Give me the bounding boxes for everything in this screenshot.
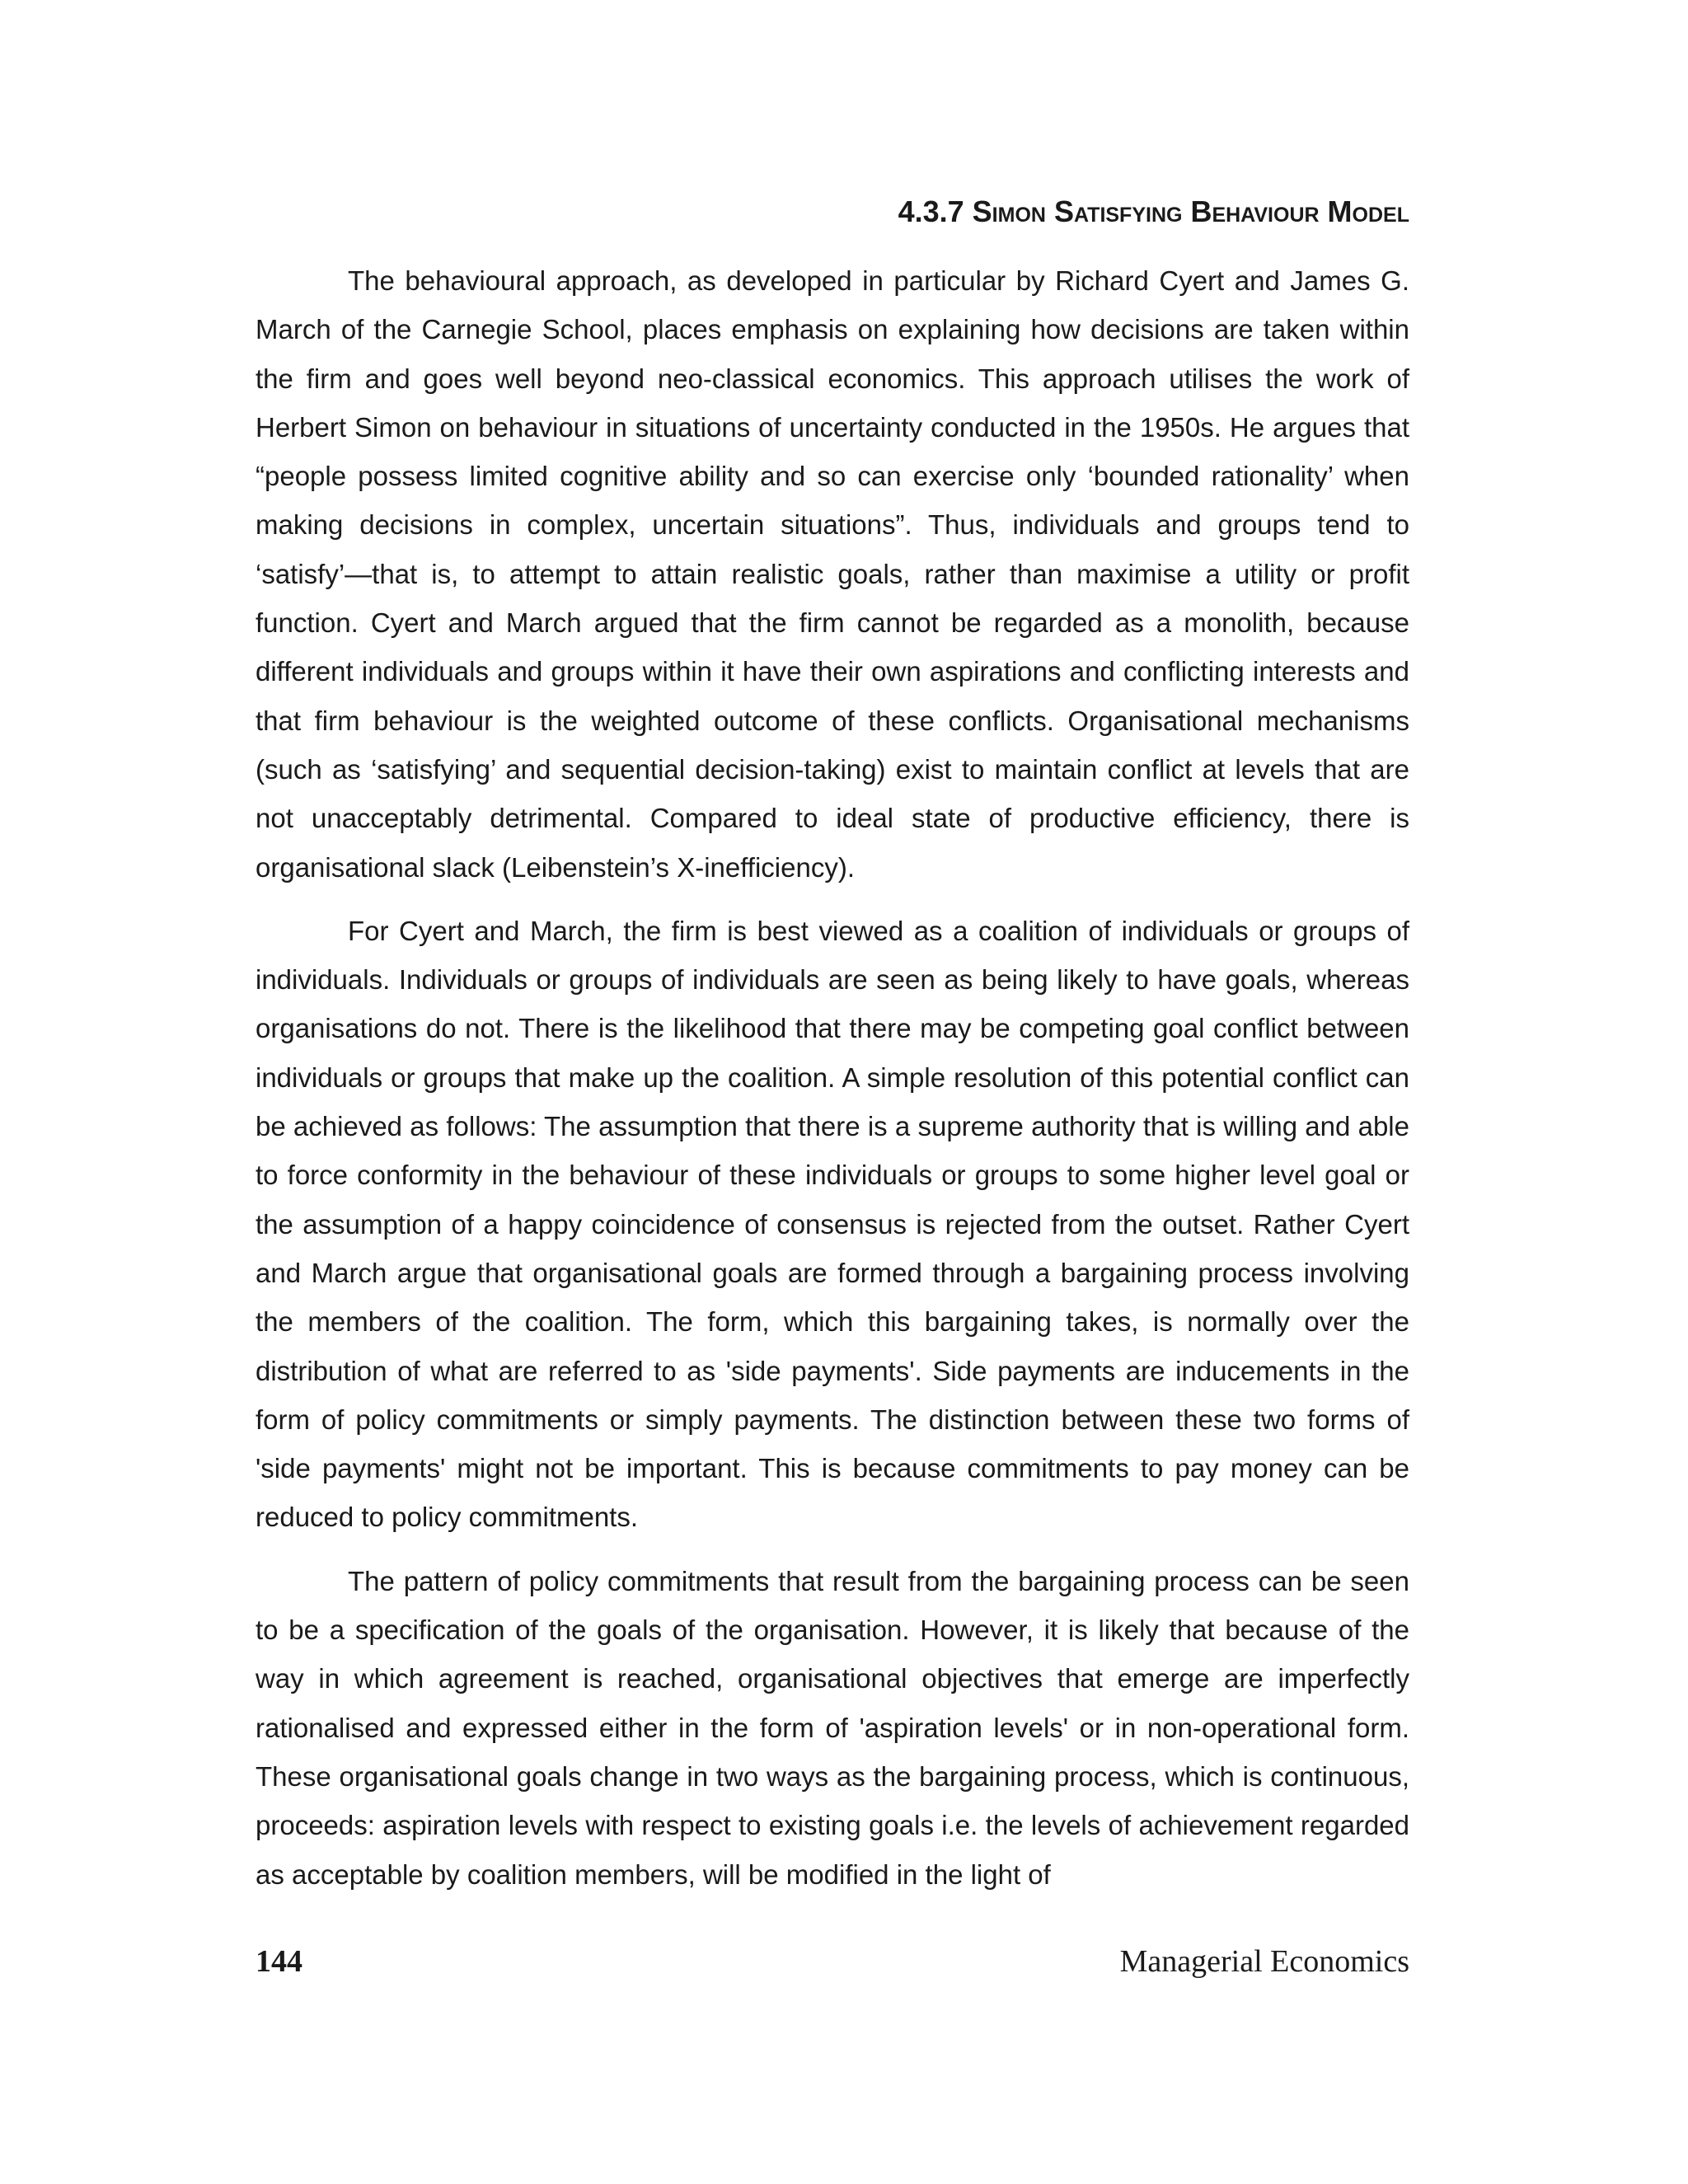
paragraph-1: The behavioural approach, as developed in particular by Richard Cyert and James G. March of the Carnegie School, places emphasis on explaining how decisions are taken within the firm and goes well beyond neo-classical economics. This approach utilises the work of Herbert Simon on behaviour in situations of uncertainty conducted in the 1950s. He argues that “people possess limited cognitive ability and so can exercise only ‘bounded rationality’ when making decisions in complex, uncertain situations”. Thus, individuals and groups tend to ‘satisfy’—that is, to attempt to attain realistic goals, rather than maximise a utility or profit function. Cyert and March argued that the firm cannot be regarded as a monolith, because different individuals and groups within it have their own aspirations and conflicting interests and that firm behaviour is the weighted outcome of these conflicts. Organisational mechanisms (such as ‘satisfying’ and sequential decision-taking) exist to maintain conflict at levels that are not unacceptably detrimental. Compared to ideal state of productive efficiency, there is organisational slack (Leibenstein’s X-inefficiency). bbox=[256, 265, 1409, 883]
body-text bbox=[256, 256, 1409, 1914]
paragraph-3: The pattern of policy commitments that result from the bargaining process can be seen to be a specification of the goals of the organisation. However, it is likely that because of the way in which agreement is reached, organisational objectives that emerge are imperfectly rationalised and expressed either in the form of 'aspiration levels' or in non-operational form. These organisational goals change in two ways as the bargaining process, which is continuous, proceeds: aspiration levels with respect to existing goals i.e. the levels of achievement regarded as acceptable by coalition members, will be modified in the light of bbox=[256, 1565, 1409, 1890]
page-footer bbox=[256, 1941, 1409, 1982]
section-number: 4.3.7 bbox=[898, 194, 964, 228]
page-number: 144 bbox=[256, 1944, 302, 1979]
paragraph-2: For Cyert and March, the firm is best viewed as a coalition of individuals or groups of individuals. Individuals or groups of individuals are seen as being likely to have goals, whereas organisations do not. There is the likelihood that there may be competing goal conflict between individuals or groups that make up the coalition. A simple resolution of this potential conflict can be achieved as follows: The assumption that there is a supreme authority that is willing and able to force conformity in the behaviour of these individuals or groups to some higher level goal or the assumption of a happy coincidence of consensus is rejected from the outset. Rather Cyert and March argue that organisational goals are formed through a bargaining process involving the members of the coalition. The form, which this bargaining takes, is normally over the distribution of what are referred to as 'side payments'. Side payments are inducements in the form of policy commitments or simply payments. The distinction between these two forms of 'side payments' might not be important. This is because commitments to pay money can be reduced to policy commitments. bbox=[256, 915, 1409, 1533]
section-heading bbox=[256, 191, 1409, 232]
section-title: Simon Satisfying Behaviour Model bbox=[972, 194, 1409, 228]
running-title: Managerial Economics bbox=[1119, 1944, 1409, 1979]
